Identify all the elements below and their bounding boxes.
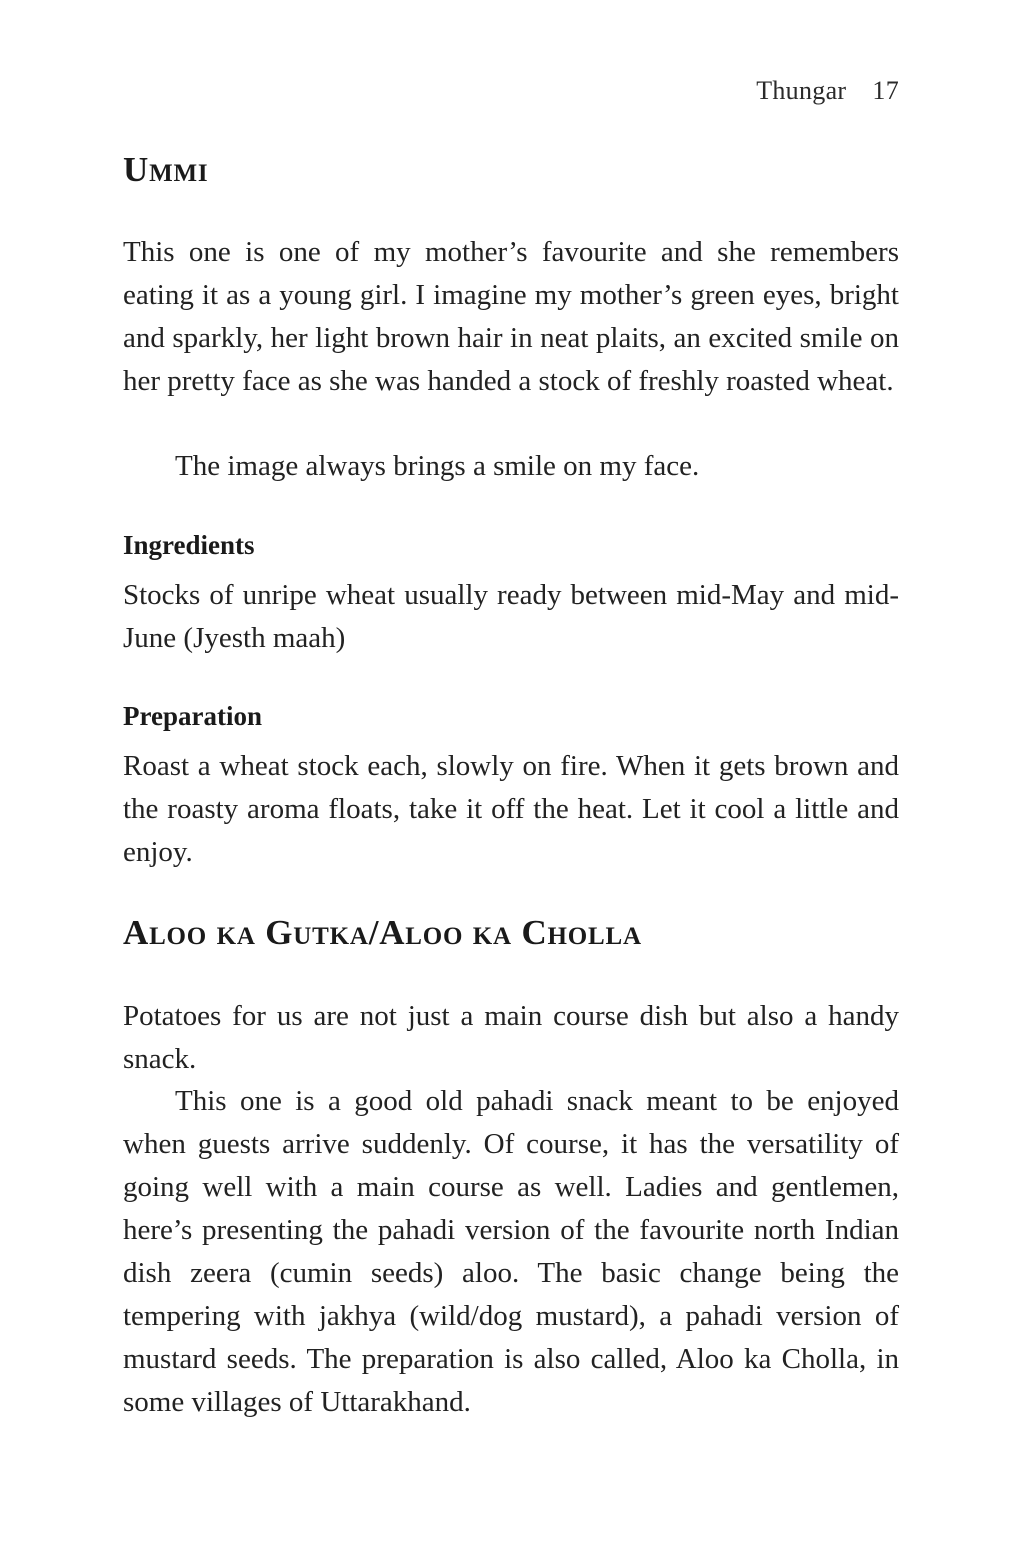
ummi-intro-paragraph-2: The image always brings a smile on my face. bbox=[175, 450, 700, 482]
running-title: Thungar bbox=[756, 76, 847, 105]
preparation-text: Roast a wheat stock each, slowly on fire. When it gets brown and the roasty aroma floats, take it off the heat. Let it cool a little and enjoy. bbox=[123, 750, 899, 868]
book-page bbox=[123, 0, 899, 1557]
preparation-heading: Preparation bbox=[123, 701, 262, 731]
aloo-intro-paragraph-2: This one is a good old pahadi snack meant to be enjoyed when guests arrive suddenly. Of course, it has the versatility of going well with a main course as well. Ladies and gentlemen, here’s presenting the pahadi version of the favourite north Indian dish zeera (cumin seeds) aloo. The basic change being the tempering with jakhya (wild/dog mustard), a pahadi version of mustard seeds. The preparation is also called, Aloo ka Cholla, in some villages of Uttarakhand. bbox=[123, 1085, 899, 1418]
section-title-aloo-ka-gutka: Aloo ka Gutka/Aloo ka Cholla bbox=[123, 913, 642, 952]
aloo-intro-paragraph: Potatoes for us are not just a main course dish but also a handy snack. bbox=[123, 1000, 899, 1075]
ingredients-heading: Ingredients bbox=[123, 530, 255, 560]
page-number: 17 bbox=[872, 76, 899, 105]
ummi-intro-paragraph: This one is one of my mother’s favourite and she remembers eating it as a young girl. I imagine my mother’s green eyes, bright and sparkly, her light brown hair in neat plaits, an excited smile on her pretty face as she was handed a stock of freshly roasted wheat. bbox=[123, 236, 899, 397]
running-head bbox=[756, 76, 899, 106]
section-title-ummi: Ummi bbox=[123, 150, 209, 189]
ingredients-text: Stocks of unripe wheat usually ready between mid-May and mid-June (Jyesth maah) bbox=[123, 579, 899, 654]
